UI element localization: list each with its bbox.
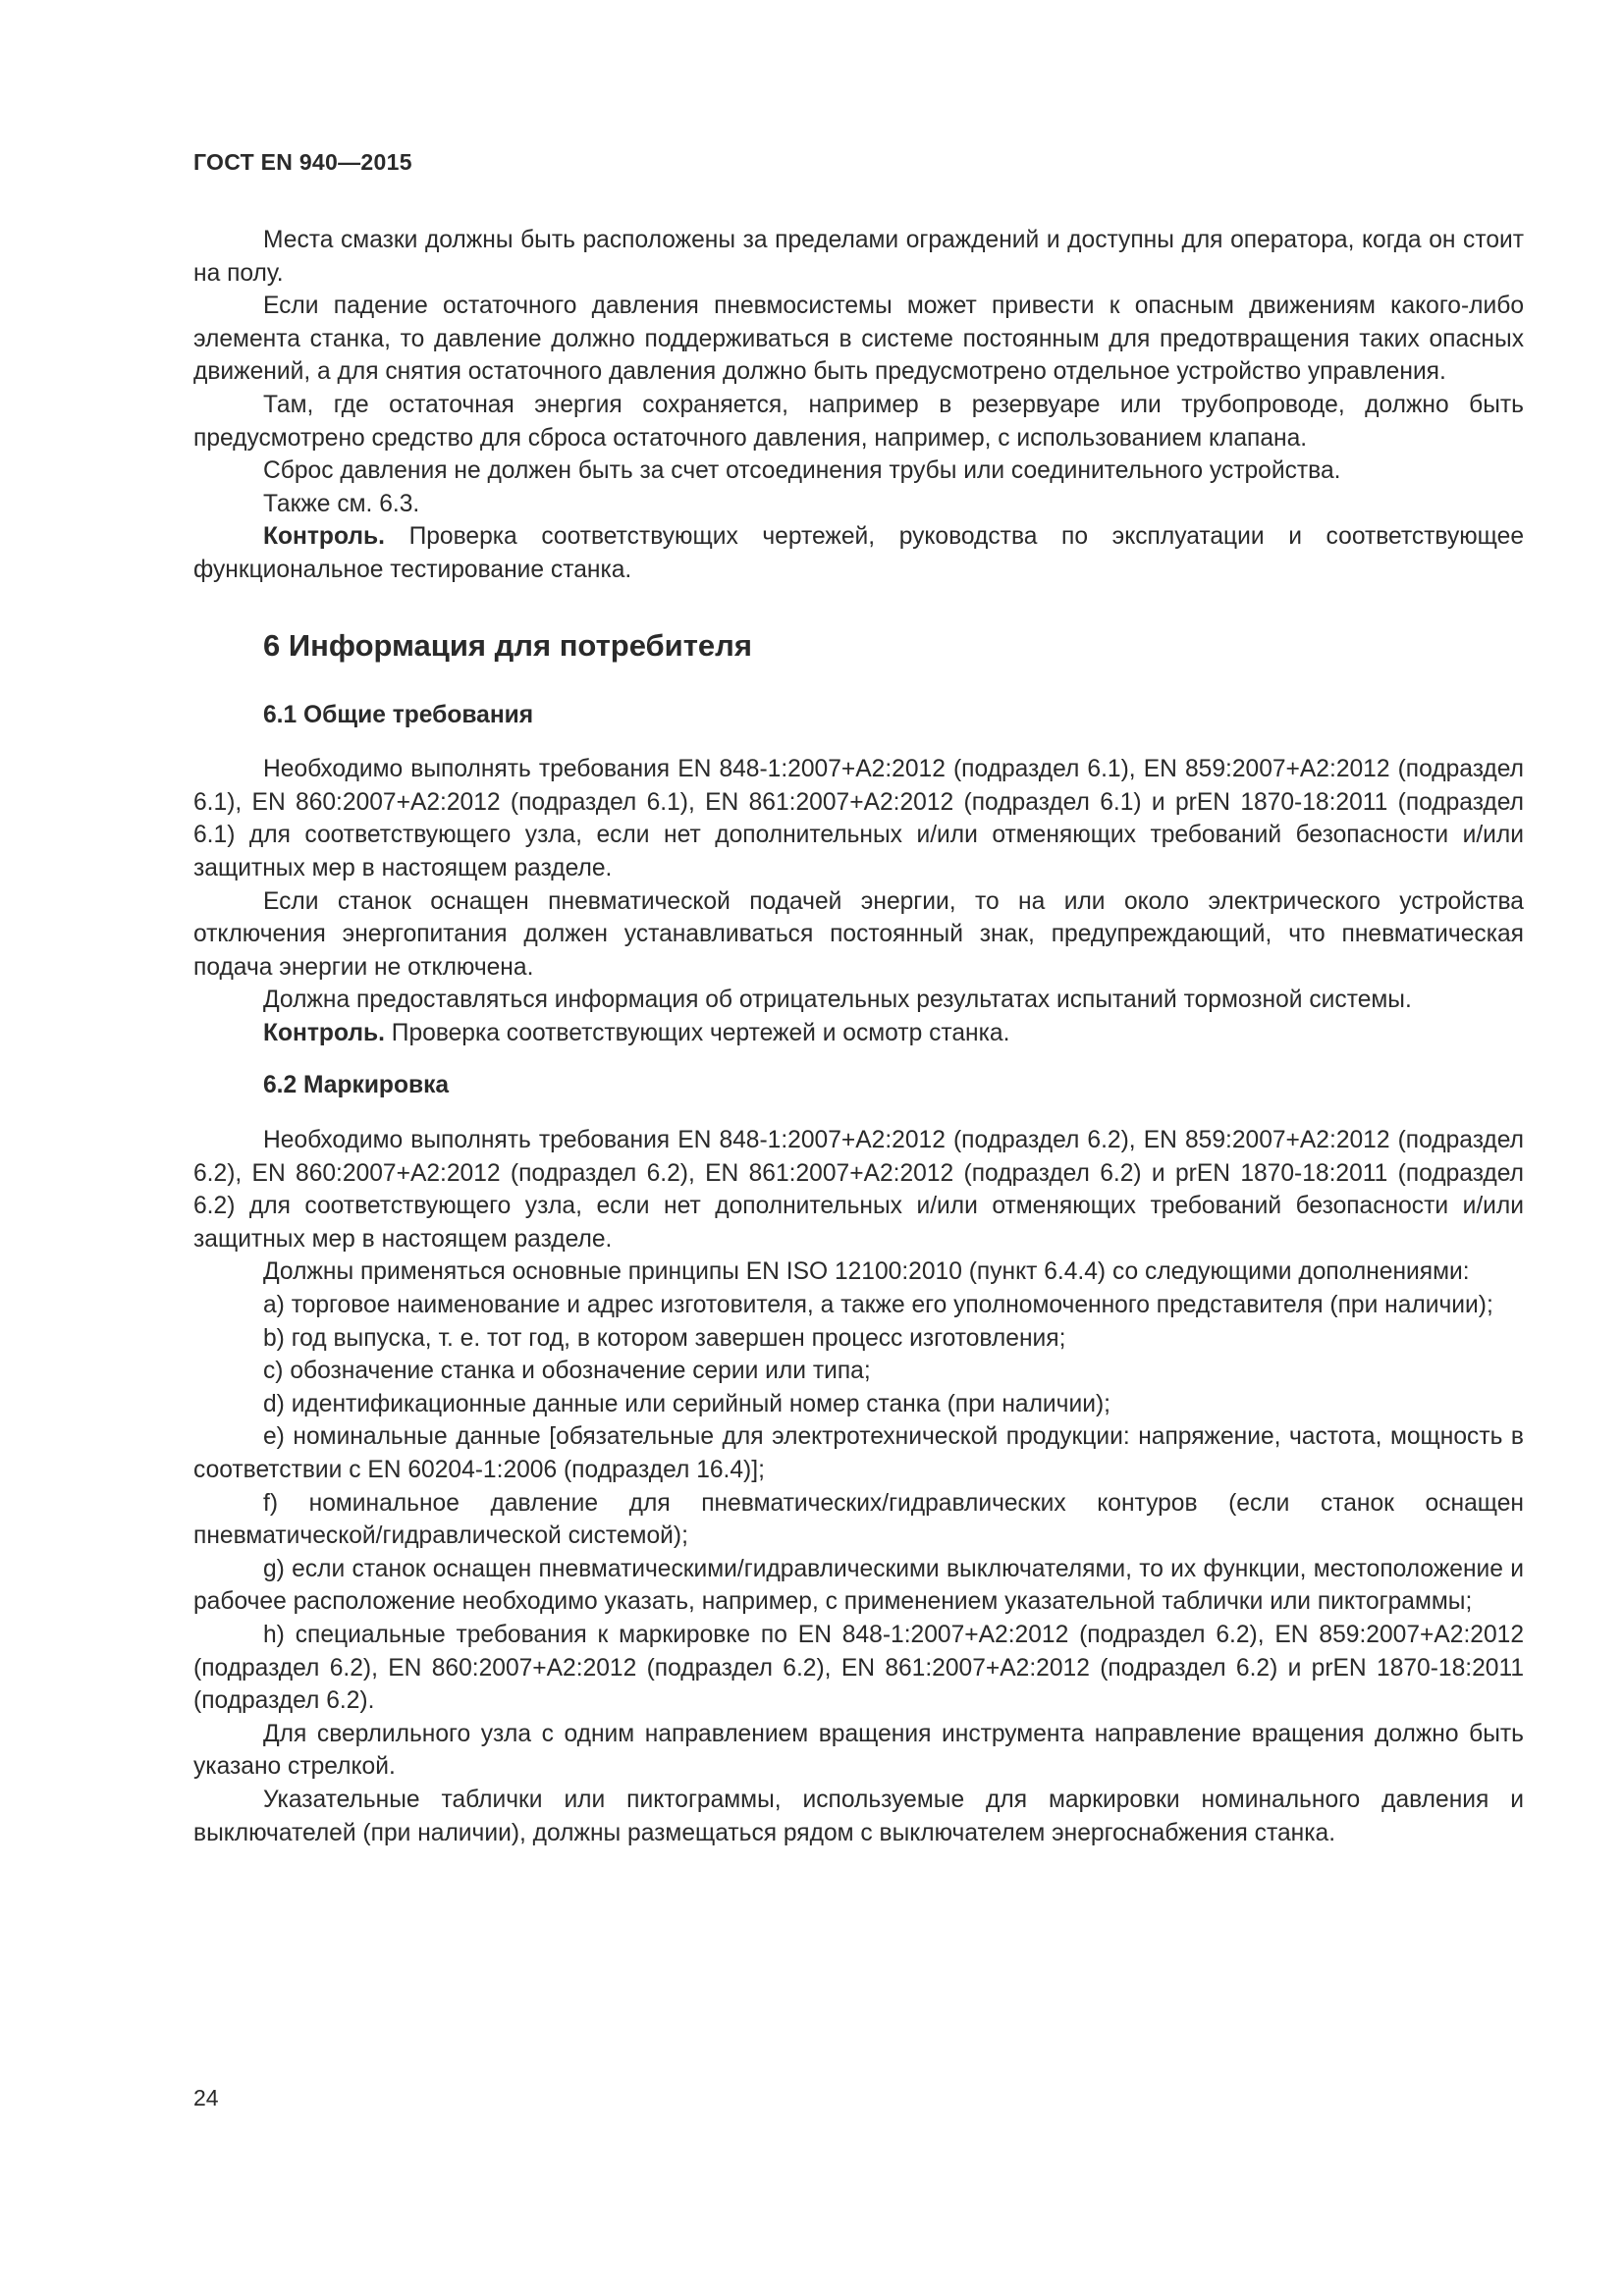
subsection-heading: 6.1 Общие требования	[263, 701, 534, 728]
standard-code-header: ГОСТ EN 940—2015	[193, 149, 412, 175]
list-item: b) год выпуска, т. е. тот год, в котором завершен процесс изготовления;	[263, 1324, 1066, 1352]
control-text: Проверка соответствующих чертежей и осмотр станка.	[384, 1019, 1010, 1046]
control-label: Контроль.	[263, 523, 385, 551]
list-item: d) идентификационные данные или серийный номер станка (при наличии);	[263, 1390, 1110, 1417]
paragraph: Если станок оснащен пневматической подачей энергии, то на или около электрического устройства отключения энергопитания должен устанавливаться постоянный знак, предупреждающий, что пневматическая подача энергии не отключена.	[193, 887, 1524, 981]
paragraph: Места смазки должны быть расположены за пределами ограждений и доступны для оператора, когда он стоит на полу.	[193, 227, 1524, 287]
paragraph: Необходимо выполнять требования EN 848-1:2007+A2:2012 (подраздел 6.1), EN 859:2007+A2:2012 (подраздел 6.1), EN 860:2007+A2:2012 (подраздел 6.1), EN 861:2007+A2:2012 (подраздел 6.1) и prEN 1870-18:2011 (подраздел 6.1) для соответствующего узла, если нет дополнительных и/или отменяющих требований безопасности и/или защитных мер в настоящем разделе.	[193, 756, 1524, 881]
control-paragraph	[193, 520, 1524, 586]
subsection-heading: 6.2 Маркировка	[263, 1072, 450, 1099]
spacer	[193, 666, 1524, 699]
spacer	[193, 587, 1524, 626]
control-paragraph	[193, 1017, 1524, 1050]
paragraph: Сброс давления не должен быть за счет отсоединения трубы или соединительного устройства.	[263, 457, 1341, 485]
paragraph: Если падение остаточного давления пневмосистемы может привести к опасным движениям какого-либо элемента станка, то давление должно поддерживаться в системе постоянным для предотвращения таких опасных движений, а для снятия остаточного давления должно быть предусмотрено отдельное устройство управления.	[193, 293, 1524, 386]
page-number: 24	[193, 2085, 219, 2110]
list-item: e) номинальные данные [обязательные для электротехнической продукции: напряжение, частота, мощность в соответствии с EN 60204-1:2006 (подраздел 16.4)];	[193, 1423, 1524, 1483]
spacer	[193, 1049, 1524, 1069]
spacer	[193, 731, 1524, 753]
paragraph: Должна предоставляться информация об отрицательных результатах испытаний тормозной системы.	[263, 987, 1412, 1014]
section-heading: 6 Информация для потребителя	[263, 627, 752, 663]
paragraph: Указательные таблички или пиктограммы, используемые для маркировки номинального давления и выключателей (при наличии), должны размещаться рядом с выключателем энергоснабжения станка.	[193, 1786, 1524, 1846]
list-item: c) обозначение станка и обозначение серии или типа;	[263, 1358, 871, 1385]
paragraph: Также см. 6.3.	[263, 490, 420, 517]
paragraph: Должны применяться основные принципы EN ISO 12100:2010 (пункт 6.4.4) со следующими дополнениями:	[263, 1258, 1470, 1286]
control-label: Контроль.	[263, 1019, 385, 1046]
paragraph: Необходимо выполнять требования EN 848-1:2007+A2:2012 (подраздел 6.2), EN 859:2007+A2:2012 (подраздел 6.2), EN 860:2007+A2:2012 (подраздел 6.2), EN 861:2007+A2:2012 (подраздел 6.2) и prEN 1870-18:2011 (подраздел 6.2) для соответствующего узла, если нет дополнительных и/или отменяющих требований безопасности и/или защитных мер в настоящем разделе.	[193, 1127, 1524, 1253]
list-item: f) номинальное давление для пневматических/гидравлических контуров (если станок оснащен пневматической/гидравлической системой);	[193, 1489, 1524, 1550]
paragraph: Для сверлильного узла с одним направлением вращения инструмента направление вращения должно быть указано стрелкой.	[193, 1720, 1524, 1781]
spacer	[193, 1102, 1524, 1124]
list-item: g) если станок оснащен пневматическими/гидравлическими выключателями, то их функции, местоположение и рабочее расположение необходимо указать, например, с применением указательной таблички или пиктограммы;	[193, 1555, 1524, 1616]
list-item: h) специальные требования к маркировке по EN 848-1:2007+A2:2012 (подраздел 6.2), EN 859:2007+A2:2012 (подраздел 6.2), EN 860:2007+A2:2012 (подраздел 6.2), EN 861:2007+A2:2012 (подраздел 6.2) и prEN 1870-18:2011 (подраздел 6.2).	[193, 1621, 1524, 1715]
control-text: Проверка соответствующих чертежей, руководства по эксплуатации и соответствующее функциональное тестирование станка.	[193, 523, 1524, 583]
list-item: a) торговое наименование и адрес изготовителя, а также его уполномоченного представителя (при наличии);	[263, 1292, 1493, 1319]
document-body	[193, 224, 1524, 1849]
paragraph: Там, где остаточная энергия сохраняется, например в резервуаре или трубопроводе, должно быть предусмотрено средство для сброса остаточного давления, например, с использованием клапана.	[193, 391, 1524, 452]
